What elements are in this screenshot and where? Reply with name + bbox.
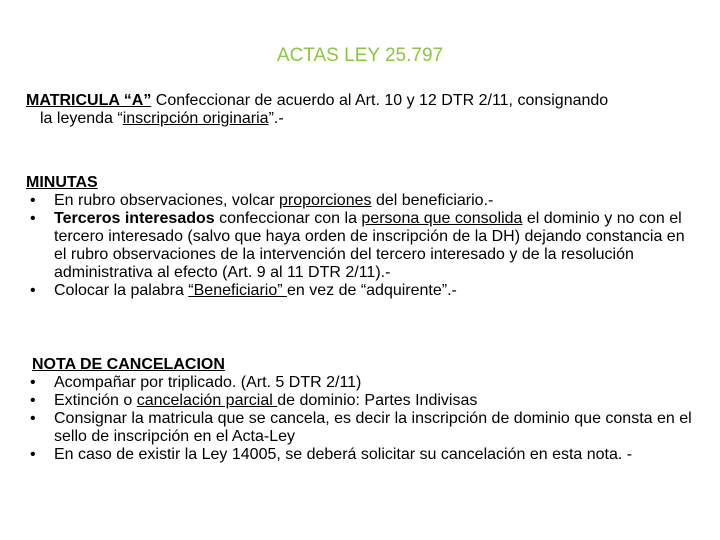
list-item <box>26 374 700 392</box>
matricula-underlined: inscripción originaria <box>122 110 269 127</box>
list-item <box>26 392 700 410</box>
matricula-section <box>26 92 706 128</box>
bullet-icon: • <box>30 210 36 227</box>
list-item <box>26 446 700 464</box>
bullet-icon: • <box>30 192 36 209</box>
item-underlined: cancelación parcial <box>136 392 278 409</box>
bullet-icon: • <box>30 392 36 409</box>
item-text-end: en vez de “adquirente”.- <box>287 282 457 299</box>
item-text: En rubro observaciones, volcar <box>54 192 279 209</box>
minutas-heading: MINUTAS <box>26 174 98 191</box>
bullet-icon: • <box>30 374 36 391</box>
minutas-list <box>26 192 694 300</box>
item-text-end: de dominio: Partes Indivisas <box>277 392 478 409</box>
matricula-text-1: Confeccionar de acuerdo al Art. 10 y 12 DTR 2/11, consignando <box>151 92 609 109</box>
item-text: Extinción o <box>54 392 137 409</box>
list-item <box>26 282 694 300</box>
item-bold: Terceros interesados <box>54 210 215 227</box>
bullet-icon: • <box>30 446 36 463</box>
item-text: Consignar la matricula que se cancela, es decir la inscripción de dominio que consta en el sello de inscripción en el Acta-Ley <box>54 410 692 445</box>
item-text: Acompañar por triplicado. (Art. 5 DTR 2/11) <box>54 374 362 391</box>
bullet-icon: • <box>30 410 36 427</box>
item-text: Colocar la palabra <box>54 282 189 299</box>
matricula-text-3: ”.- <box>268 110 284 127</box>
item-text-end: el dominio y no con el tercero interesado (salvo que haya orden de inscripción de la DH) dejando constancia en el rubro observaciones de la intervención del tercero interesado y de la resolución administrativa al efecto (Art. 9 al 11 DTR 2/11).- <box>54 210 685 281</box>
item-underlined: persona que consolida <box>361 210 523 227</box>
list-item <box>26 192 694 210</box>
nota-list <box>26 374 700 464</box>
item-text: En caso de existir la Ley 14005, se deberá solicitar su cancelación en esta nota. - <box>54 446 633 463</box>
matricula-paragraph <box>26 92 706 128</box>
minutas-section <box>26 174 694 300</box>
page-title: ACTAS LEY 25.797 <box>276 45 444 66</box>
matricula-text-2: la leyenda “ <box>40 110 123 127</box>
item-underlined: “Beneficiario” <box>188 282 287 299</box>
list-item <box>26 210 694 282</box>
item-text: confeccionar con la <box>214 210 362 227</box>
item-text-end: del beneficiario.- <box>371 192 494 209</box>
nota-heading: NOTA DE CANCELACION <box>32 356 225 373</box>
bullet-icon: • <box>30 282 36 299</box>
list-item <box>26 410 700 446</box>
matricula-heading: MATRICULA “A” <box>26 92 152 109</box>
item-underlined: proporciones <box>279 192 372 209</box>
nota-section <box>26 356 700 464</box>
